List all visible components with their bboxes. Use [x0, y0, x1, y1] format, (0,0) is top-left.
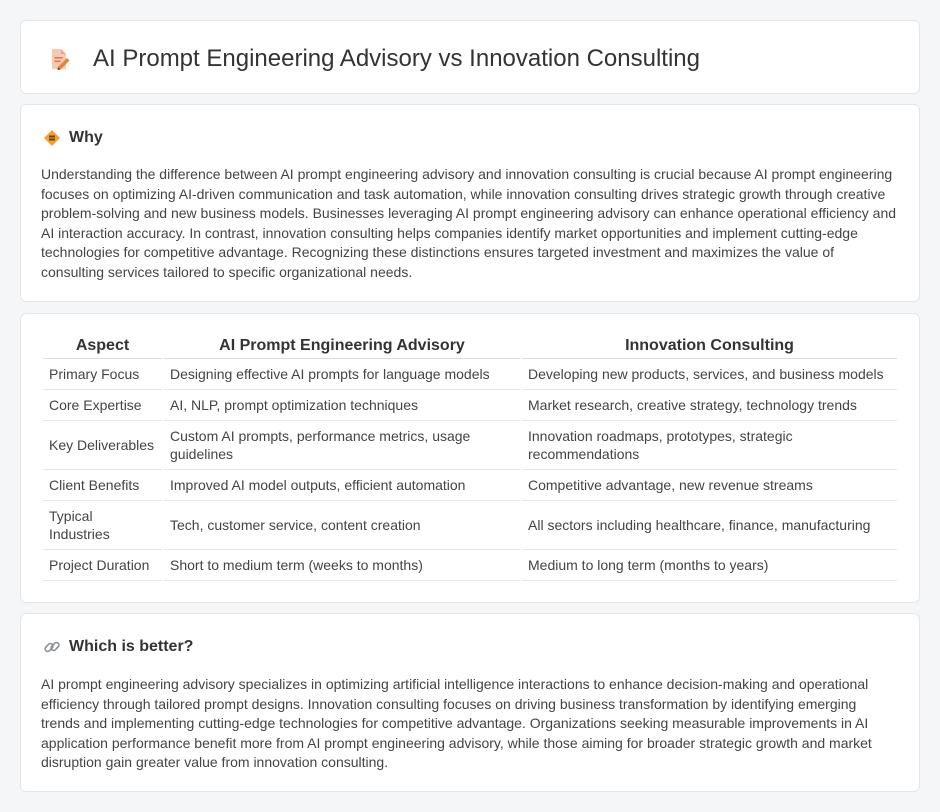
table-row: [43, 550, 897, 581]
innovation-cell: Competitive advantage, new revenue streams: [522, 470, 897, 501]
comparison-card: [20, 313, 920, 603]
header-innovation-consulting: Innovation Consulting: [522, 334, 897, 359]
better-heading-row: [43, 636, 193, 658]
page-title: AI Prompt Engineering Advisory vs Innovation Consulting: [93, 45, 700, 72]
better-text: AI prompt engineering advisory specializes in optimizing artificial intelligence interactions to enhance decision-making and operational efficiency through tailored prompt designs. Innovation consulting focuses on driving business transformation by identifying emerging trends and implementing cutting-edge technologies for competitive advantage. Organizations seeking measurable improvements in AI application performance benefit more from AI prompt engineering advisory, while those aiming for broader strategic growth and market disruption gain greater value from innovation consulting.: [41, 676, 872, 770]
aspect-cell: Project Duration: [43, 550, 162, 581]
innovation-cell: Medium to long term (months to years): [522, 550, 897, 581]
table-row: [43, 359, 897, 390]
why-card: [20, 104, 920, 302]
comparison-table: [41, 334, 899, 581]
innovation-cell: All sectors including healthcare, finance, manufacturing: [522, 501, 897, 550]
table-row: [43, 501, 897, 550]
why-heading: Why: [69, 129, 103, 146]
innovation-cell: Market research, creative strategy, technology trends: [522, 390, 897, 421]
header-ai-prompt-engineering: AI Prompt Engineering Advisory: [164, 334, 520, 359]
ai-prompt-cell: Improved AI model outputs, efficient automation: [164, 470, 520, 501]
table-row: [43, 470, 897, 501]
table-row: [43, 421, 897, 470]
ai-prompt-cell: Designing effective AI prompts for language models: [164, 359, 520, 390]
table-row: [43, 390, 897, 421]
innovation-cell: Developing new products, services, and business models: [522, 359, 897, 390]
table-header-row: [43, 334, 897, 359]
which-is-better-card: [20, 613, 920, 792]
aspect-cell: Client Benefits: [43, 470, 162, 501]
ai-prompt-cell: Tech, customer service, content creation: [164, 501, 520, 550]
ai-prompt-cell: Custom AI prompts, performance metrics, usage guidelines: [164, 421, 520, 470]
aspect-cell: Primary Focus: [43, 359, 162, 390]
aspect-cell: Core Expertise: [43, 390, 162, 421]
ai-prompt-cell: Short to medium term (weeks to months): [164, 550, 520, 581]
header-aspect: Aspect: [43, 334, 162, 359]
aspect-cell: Typical Industries: [43, 501, 162, 550]
better-heading: Which is better?: [69, 638, 194, 655]
ai-prompt-cell: AI, NLP, prompt optimization techniques: [164, 390, 520, 421]
why-text: Understanding the difference between AI prompt engineering advisory and innovation consulting is crucial because AI prompt engineering focuses on optimizing AI-driven communication and task automation, while innovation consulting drives strategic growth through creative problem-solving and new business models. Businesses leveraging AI prompt engineering advisory can enhance operational efficiency and AI interaction accuracy. In contrast, innovation consulting helps companies identify market opportunities and implement cutting-edge technologies for competitive advantage. Recognizing these distinctions ensures targeted investment and maximizes the value of consulting services tailored to specific organizational needs.: [41, 166, 897, 280]
diamond-signpost-icon: [43, 129, 61, 147]
innovation-cell: Innovation roadmaps, prototypes, strategic recommendations: [522, 421, 897, 470]
why-heading-row: [43, 127, 103, 149]
document-pencil-icon: [47, 47, 71, 71]
aspect-cell: Key Deliverables: [43, 421, 162, 470]
link-icon: [43, 638, 61, 656]
title-card: [20, 20, 920, 94]
